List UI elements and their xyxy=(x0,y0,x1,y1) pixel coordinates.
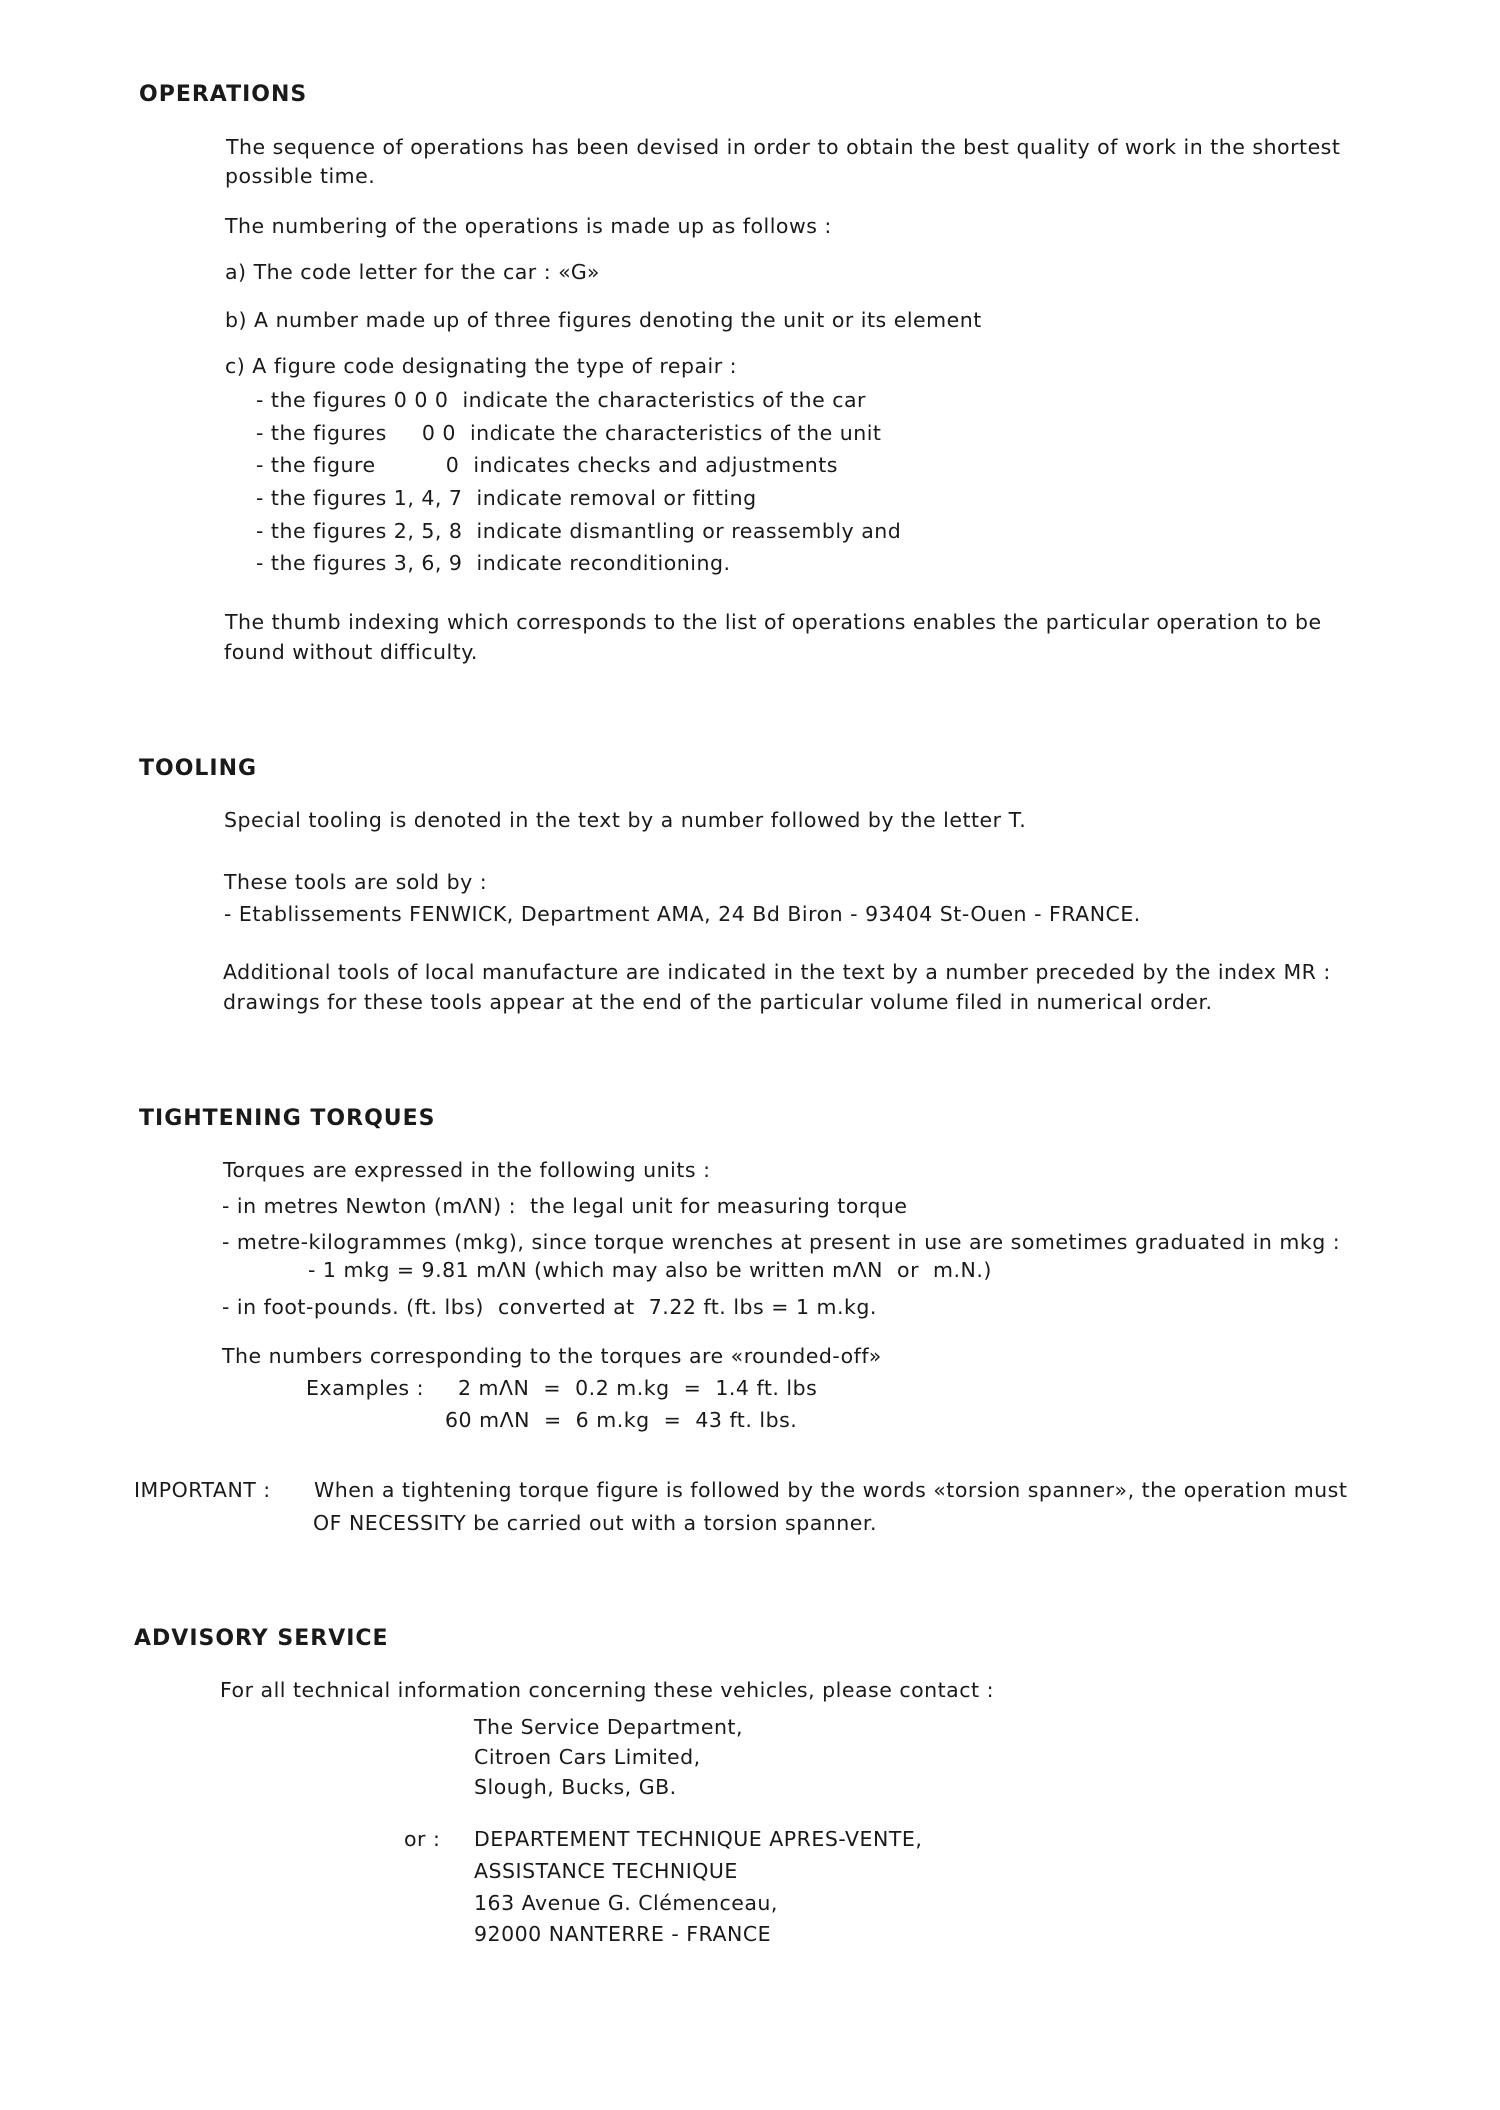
operations-item-c: c) A figure code designating the type of repair : xyxy=(225,354,738,378)
tooling-additional-line2: drawings for these tools appear at the end of the particular volume filed in numerical order. xyxy=(223,990,1213,1014)
important-line1: When a tightening torque figure is followed by the words «torsion spanner», the operation must xyxy=(314,1478,1348,1502)
tooling-additional-line1: Additional tools of local manufacture are indicated in the text by a number preceded by the index MR : xyxy=(223,960,1331,984)
address-line: Slough, Bucks, GB. xyxy=(474,1775,677,1799)
operations-item-a: a) The code letter for the car : «G» xyxy=(225,260,600,284)
operations-item-b: b) A number made up of three figures denoting the unit or its element xyxy=(225,308,982,332)
torques-example-2: 60 mΛN = 6 m.kg = 43 ft. lbs. xyxy=(445,1408,798,1432)
torques-intro: Torques are expressed in the following units : xyxy=(223,1158,711,1182)
torques-unit-mkg-note: - 1 mkg = 9.81 mΛN (which may also be written mΛN or m.N.) xyxy=(308,1258,992,1282)
torques-examples-label: Examples : xyxy=(306,1376,425,1400)
section-heading-operations: OPERATIONS xyxy=(139,82,308,107)
operations-intro-line1: The sequence of operations has been devised in order to obtain the best quality of work in the shortest xyxy=(226,135,1341,159)
section-heading-advisory: ADVISORY SERVICE xyxy=(134,1626,389,1651)
address-line: DEPARTEMENT TECHNIQUE APRES-VENTE, xyxy=(474,1827,923,1851)
important-label: IMPORTANT : xyxy=(134,1478,271,1502)
torques-example-1: 2 mΛN = 0.2 m.kg = 1.4 ft. lbs xyxy=(458,1376,818,1400)
torques-unit-mkg: - metre-kilogrammes (mkg), since torque wrenches at present in use are sometimes graduated in mkg : xyxy=(222,1230,1341,1254)
operations-numbering: The numbering of the operations is made up as follows : xyxy=(225,214,832,238)
torques-unit-foot-pounds: - in foot-pounds. (ft. lbs) converted at 7.22 ft. lbs = 1 m.kg. xyxy=(222,1295,877,1319)
operations-sub-item: - the figures 3, 6, 9 indicate reconditioning. xyxy=(256,551,731,575)
torques-unit-metres-newton: - in metres Newton (mΛN) : the legal unit for measuring torque xyxy=(222,1194,908,1218)
advisory-intro: For all technical information concerning these vehicles, please contact : xyxy=(220,1678,994,1702)
address-line: 163 Avenue G. Clémenceau, xyxy=(474,1891,778,1915)
operations-thumb-line1: The thumb indexing which corresponds to the list of operations enables the particular operation to be xyxy=(225,610,1322,634)
address-line: The Service Department, xyxy=(474,1715,743,1739)
operations-intro-line2: possible time. xyxy=(225,164,376,188)
section-heading-torques: TIGHTENING TORQUES xyxy=(139,1106,436,1131)
operations-sub-item: - the figure 0 indicates checks and adjustments xyxy=(256,453,838,477)
important-line2: OF NECESSITY be carried out with a torsion spanner. xyxy=(313,1511,877,1535)
operations-sub-item: - the figures 1, 4, 7 indicate removal or fitting xyxy=(256,486,757,510)
tooling-supplier: - Etablissements FENWICK, Department AMA, 24 Bd Biron - 93404 St-Ouen - FRANCE. xyxy=(224,902,1141,926)
address-line: Citroen Cars Limited, xyxy=(474,1745,701,1769)
torques-rounded: The numbers corresponding to the torques are «rounded-off» xyxy=(222,1344,882,1368)
advisory-or-label: or : xyxy=(404,1827,441,1851)
address-line: 92000 NANTERRE - FRANCE xyxy=(474,1922,772,1946)
operations-sub-item: - the figures 0 0 indicate the characteristics of the unit xyxy=(256,421,882,445)
operations-sub-item: - the figures 0 0 0 indicate the characteristics of the car xyxy=(256,388,866,412)
tooling-sold-by: These tools are sold by : xyxy=(224,870,488,894)
operations-thumb-line2: found without difficulty. xyxy=(224,640,478,664)
operations-sub-item: - the figures 2, 5, 8 indicate dismantling or reassembly and xyxy=(256,519,902,543)
address-line: ASSISTANCE TECHNIQUE xyxy=(474,1859,738,1883)
section-heading-tooling: TOOLING xyxy=(139,756,258,781)
tooling-line1: Special tooling is denoted in the text by a number followed by the letter T. xyxy=(224,808,1027,832)
